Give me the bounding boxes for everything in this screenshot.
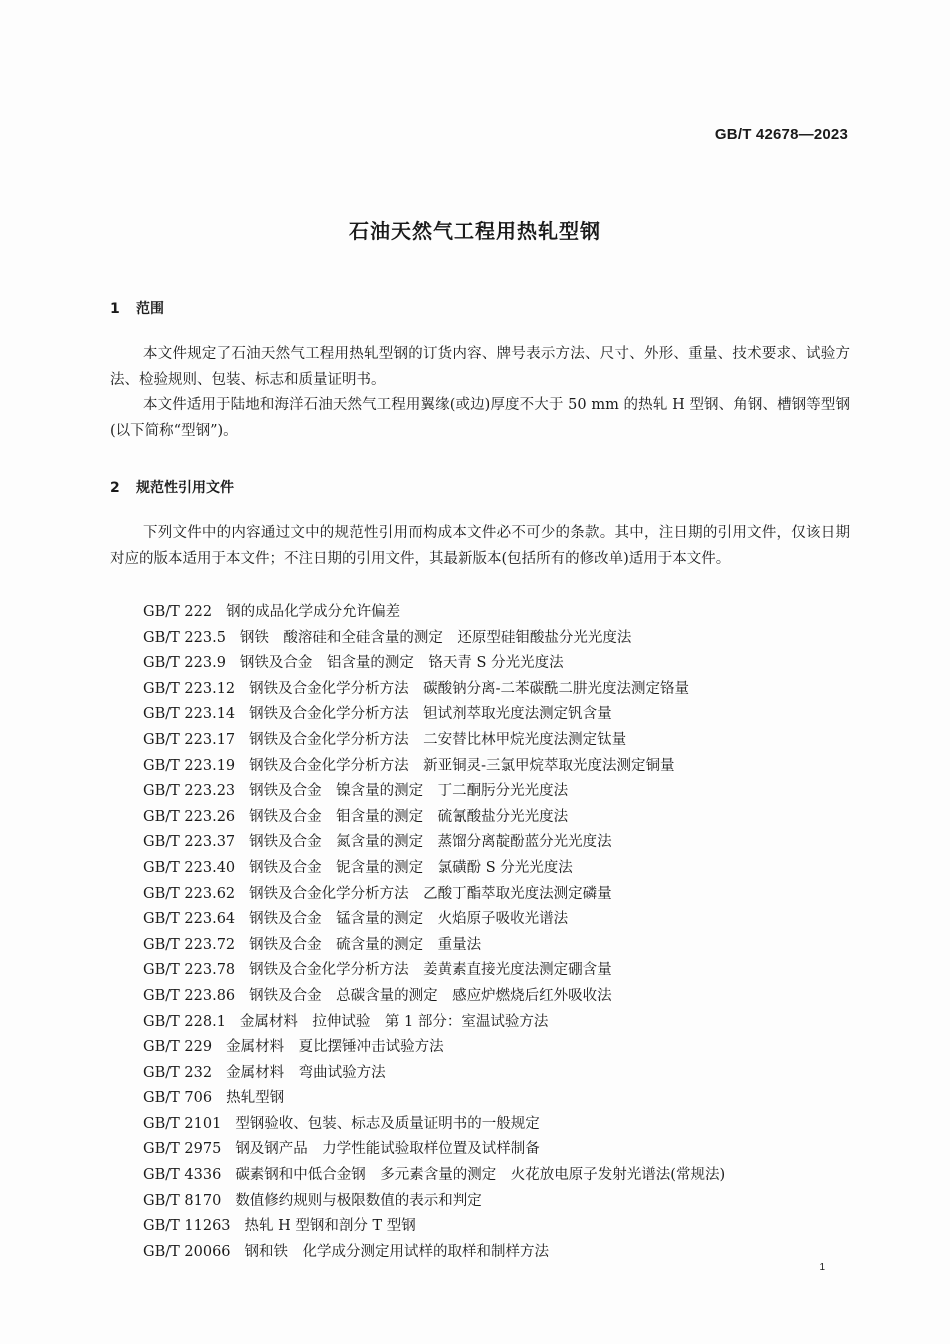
reference-title: 钢铁 酸溶硅和全硅含量的测定 还原型硅钼酸盐分光光度法: [239, 629, 632, 646]
reference-code: GB/T 223.23: [143, 783, 236, 800]
reference-item: [143, 958, 725, 984]
reference-item: [143, 1189, 725, 1215]
reference-title: 钢铁及合金 氮含量的测定 蒸馏分离靛酚蓝分光光度法: [249, 834, 612, 851]
reference-item: [143, 754, 725, 780]
reference-title: 钢铁及合金 铝含量的测定 铬天青 S 分光光度法: [239, 655, 564, 672]
reference-code: GB/T 223.9: [143, 655, 226, 672]
reference-code: GB/T 229: [143, 1039, 213, 1056]
reference-item: [143, 1035, 725, 1061]
section-heading-scope: [110, 298, 164, 318]
reference-code: GB/T 223.5: [143, 629, 226, 646]
reference-item: [143, 651, 725, 677]
reference-item: [143, 1240, 725, 1266]
reference-title: 钢和铁 化学成分测定用试样的取样和制样方法: [244, 1243, 550, 1260]
reference-item: [143, 1214, 725, 1240]
reference-title: 数值修约规则与极限数值的表示和判定: [235, 1192, 482, 1209]
reference-code: GB/T 2101: [143, 1115, 222, 1132]
reference-title: 热轧型钢: [226, 1090, 285, 1107]
reference-code: GB/T 232: [143, 1064, 213, 1081]
reference-title: 钢铁及合金 锰含量的测定 火焰原子吸收光谱法: [249, 911, 569, 928]
reference-code: GB/T 11263: [143, 1218, 231, 1235]
reference-code: GB/T 2975: [143, 1141, 222, 1158]
reference-title: 型钢验收、包装、标志及质量证明书的一般规定: [235, 1115, 540, 1132]
references-intro-paragraph: 下列文件中的内容通过文中的规范性引用而构成本文件必不可少的条款。其中，注日期的引用文件，仅该日期对应的版本适用于本文件；不注日期的引用文件，其最新版本(包括所有的修改单)适用于本文件。: [110, 525, 850, 567]
reference-title: 钢铁及合金 总碳含量的测定 感应炉燃烧后红外吸收法: [249, 987, 612, 1004]
reference-item: [143, 856, 725, 882]
document-title: 石油天然气工程用热轧型钢: [349, 219, 601, 243]
reference-title: 钢铁及合金 钼含量的测定 硫氰酸盐分光光度法: [249, 808, 569, 825]
reference-title: 钢铁及合金 硫含量的测定 重量法: [249, 936, 482, 953]
reference-title: 金属材料 弯曲试验方法: [226, 1064, 386, 1081]
reference-code: GB/T 706: [143, 1090, 213, 1107]
reference-code: GB/T 223.14: [143, 706, 236, 723]
reference-item: [143, 907, 725, 933]
reference-code: GB/T 223.37: [143, 834, 236, 851]
reference-item: [143, 1163, 725, 1189]
reference-item: [143, 702, 725, 728]
section-number: 2: [110, 480, 120, 496]
reference-title: 钢铁及合金化学分析方法 碳酸钠分离-二苯碳酰二肼光度法测定铬量: [249, 680, 690, 697]
reference-item: [143, 1061, 725, 1087]
reference-code: GB/T 223.62: [143, 885, 236, 902]
reference-code: GB/T 223.72: [143, 936, 236, 953]
reference-item: [143, 1137, 725, 1163]
reference-item: [143, 1010, 725, 1036]
section-heading-normative-references: [110, 477, 234, 497]
reference-code: GB/T 8170: [143, 1192, 222, 1209]
reference-title: 钢铁及合金化学分析方法 钽试剂萃取光度法测定钒含量: [249, 706, 612, 723]
reference-item: [143, 728, 725, 754]
reference-title: 钢的成品化学成分允许偏差: [226, 604, 401, 620]
reference-item: [143, 984, 725, 1010]
reference-item: [143, 600, 725, 626]
reference-title: 钢铁及合金化学分析方法 二安替比林甲烷光度法测定钛量: [249, 731, 627, 748]
reference-list: [143, 600, 725, 1265]
reference-code: GB/T 223.78: [143, 962, 236, 979]
reference-item: [143, 882, 725, 908]
reference-title: 钢铁及合金化学分析方法 姜黄素直接光度法测定硼含量: [249, 962, 612, 979]
reference-code: GB/T 223.12: [143, 680, 236, 697]
reference-title: 钢铁及合金化学分析方法 乙酸丁酯萃取光度法测定磷量: [249, 885, 612, 902]
reference-code: GB/T 223.64: [143, 911, 236, 928]
reference-code: GB/T 223.40: [143, 859, 236, 876]
reference-code: GB/T 223.19: [143, 757, 236, 774]
scope-paragraph-2: 本文件适用于陆地和海洋石油天然气工程用翼缘(或边)厚度不大于 50 mm 的热轧 H 型钢、角钢、槽钢等型钢(以下简称“型钢”)。: [110, 397, 850, 439]
standard-number: GB/T 42678—2023: [714, 126, 848, 143]
reference-item: [143, 626, 725, 652]
reference-title: 钢及钢产品 力学性能试验取样位置及试样制备: [235, 1141, 540, 1158]
reference-item: [143, 677, 725, 703]
reference-title: 金属材料 夏比摆锤冲击试验方法: [226, 1039, 444, 1056]
scope-paragraph-1: 本文件规定了石油天然气工程用热轧型钢的订货内容、牌号表示方法、尺寸、外形、重量、技术要求、试验方法、检验规则、包装、标志和质量证明书。: [110, 346, 850, 388]
reference-item: [143, 933, 725, 959]
reference-item: [143, 1112, 725, 1138]
page-number: 1: [819, 1262, 825, 1273]
section-title: 范围: [136, 301, 164, 317]
section-title: 规范性引用文件: [136, 480, 234, 496]
section-number: 1: [110, 301, 120, 317]
reference-item: [143, 779, 725, 805]
reference-title: 碳素钢和中低合金钢 多元素含量的测定 火花放电原子发射光谱法(常规法): [235, 1167, 726, 1184]
reference-code: GB/T 20066: [143, 1243, 231, 1260]
reference-item: [143, 830, 725, 856]
reference-title: 钢铁及合金 铌含量的测定 氯磺酚 S 分光光度法: [249, 859, 573, 876]
reference-code: GB/T 223.86: [143, 987, 236, 1004]
reference-code: GB/T 222: [143, 604, 213, 620]
reference-code: GB/T 223.26: [143, 808, 236, 825]
reference-code: GB/T 223.17: [143, 731, 236, 748]
reference-code: GB/T 228.1: [143, 1013, 226, 1030]
reference-item: [143, 1086, 725, 1112]
reference-title: 热轧 H 型钢和剖分 T 型钢: [244, 1218, 416, 1235]
reference-code: GB/T 4336: [143, 1167, 222, 1184]
reference-title: 钢铁及合金化学分析方法 新亚铜灵-三氯甲烷萃取光度法测定铜量: [249, 757, 675, 774]
reference-title: 金属材料 拉伸试验 第 1 部分：室温试验方法: [239, 1013, 549, 1030]
reference-title: 钢铁及合金 镍含量的测定 丁二酮肟分光光度法: [249, 783, 569, 800]
reference-item: [143, 805, 725, 831]
